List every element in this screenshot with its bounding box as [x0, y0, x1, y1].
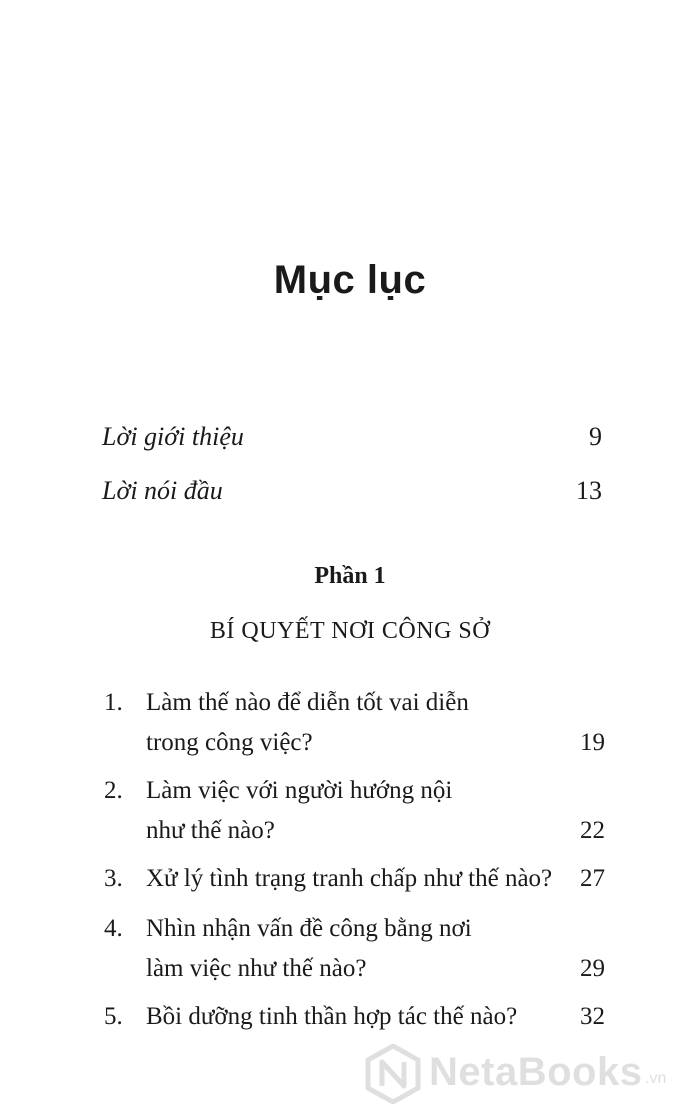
toc-entry-title-line1: Làm việc với người hướng nội: [146, 777, 453, 804]
toc-front-title: Lời giới thiệu: [102, 422, 244, 451]
toc-entry-title-line1: Làm thế nào để diễn tốt vai diễn: [146, 689, 469, 716]
toc-entry-number: 5.: [104, 1003, 123, 1030]
toc-entry-title-line2: trong công việc?: [146, 729, 313, 756]
toc-front-page: 13: [576, 476, 602, 505]
toc-entry-number: 4.: [104, 915, 123, 942]
watermark-text: NetaBooks: [429, 1050, 643, 1094]
page-title: Mục lục: [273, 258, 427, 302]
toc-front-page: 9: [589, 422, 602, 451]
n-logo-icon: [365, 1044, 421, 1104]
toc-front-title: Lời nói đầu: [102, 476, 223, 505]
toc-entry-page: 19: [580, 729, 605, 756]
toc-entry-number: 3.: [104, 865, 123, 892]
part-label: Phần 1: [314, 563, 386, 589]
toc-entry-title-line1: Bồi dưỡng tinh thần hợp tác thế nào?: [146, 1003, 518, 1030]
toc-entry-title-line2: như thế nào?: [146, 817, 275, 844]
toc-entry-title-line2: làm việc như thế nào?: [146, 955, 367, 982]
toc-entry-title-line1: Nhìn nhận vấn đề công bằng nơi: [146, 915, 472, 942]
toc-entry-number: 1.: [104, 689, 123, 716]
toc-entry-title-line1: Xử lý tình trạng tranh chấp như thế nào?: [146, 865, 553, 892]
toc-entry-page: 29: [580, 955, 605, 982]
toc-entry-page: 32: [580, 1003, 605, 1030]
toc-entry-page: 22: [580, 817, 605, 844]
watermark-suffix: .vn: [645, 1070, 667, 1087]
watermark: [365, 1040, 695, 1110]
part-title: BÍ QUYẾT NƠI CÔNG SỞ: [209, 618, 491, 644]
toc-entry-page: 27: [580, 865, 605, 892]
toc-entry-number: 2.: [104, 777, 123, 804]
